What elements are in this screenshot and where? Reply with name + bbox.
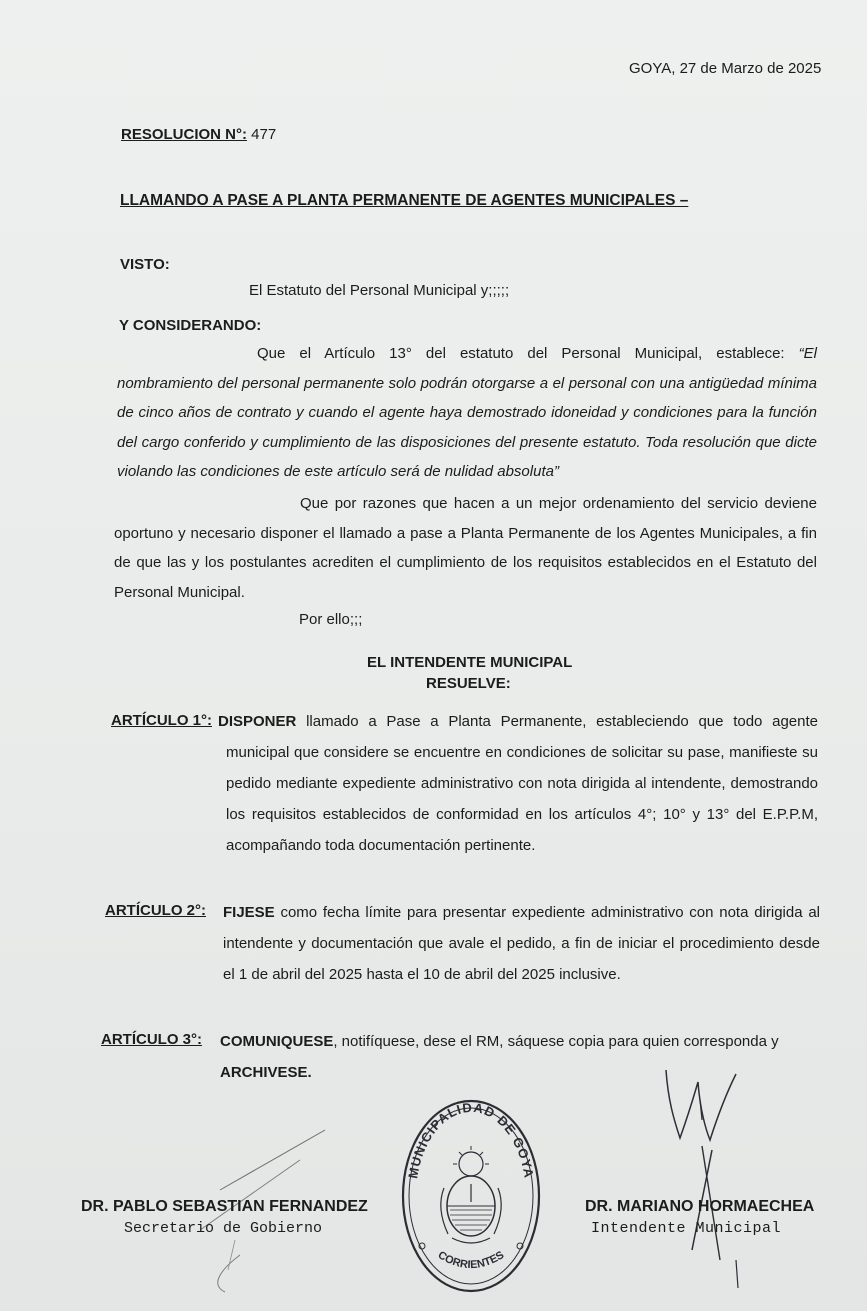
svg-text:MUNICIPALIDAD DE GOYA: MUNICIPALIDAD DE GOYA xyxy=(405,1099,537,1180)
svg-text:CORRIENTES: CORRIENTES xyxy=(435,1249,507,1272)
article-3-keyword: COMUNIQUESE xyxy=(220,1033,334,1050)
considerando-p2-text: Que por razones que hacen a un mejor ordenamiento del servicio deviene oportuno y necesario disponer el llamado a pase a Planta Permanente de los Agentes Municipales, a fin de que las y los postulantes acrediten el cumplimiento de los requisitos establecidos en el Estatuto del Personal Municipal. xyxy=(114,495,817,601)
visto-label: VISTO: xyxy=(120,256,170,273)
right-signer-role: Intendente Municipal xyxy=(591,1220,782,1237)
considerando-paragraph-1 xyxy=(117,339,817,487)
resolution-number: 477 xyxy=(251,126,277,143)
right-signer-name: DR. MARIANO HORMAECHEA xyxy=(585,1198,815,1215)
place-date: GOYA, 27 de Marzo de 2025 xyxy=(629,60,822,77)
considerando-p1-intro: Que el Artículo 13° del estatuto del Personal Municipal, establece: xyxy=(257,345,799,362)
article-3-text: , notifíquese, dese el RM, sáquese copia para quien corresponda y xyxy=(333,1033,779,1050)
considerando-p1-quote: “El nombramiento del personal permanente solo podrán otorgarse a el personal con una antigüedad mínima de cinco años de contrato y cuando el agente haya demostrado idoneidad y condiciones para la función del cargo conferido y cumplimiento de las disposiciones del presente estatuto. Toda resolución que dicte violando las condiciones de este artículo será de nulidad absoluta” xyxy=(117,345,817,480)
document-title: LLAMANDO A PASE A PLANTA PERMANENTE DE AGENTES MUNICIPALES – xyxy=(120,192,689,209)
article-2-label: ARTÍCULO 2°: xyxy=(105,902,206,919)
article-2-body xyxy=(223,897,820,990)
left-signer-role: Secretario de Gobierno xyxy=(124,1220,323,1237)
visto-text: El Estatuto del Personal Municipal y;;;;; xyxy=(249,282,510,299)
considerando-paragraph-2 xyxy=(114,489,817,607)
por-ello: Por ello;;; xyxy=(299,611,363,628)
article-1-keyword: DISPONER xyxy=(218,713,297,730)
authority-heading: EL INTENDENTE MUNICIPAL xyxy=(367,654,573,671)
article-1-text: llamado a Pase a Planta Permanente, estableciendo que todo agente municipal que considere se encuentre en condiciones de solicitar su pase, manifieste su pedido mediante expediente administrativo con nota dirigida al intendente, demostrando los requisitos establecidos de conformidad en los artículos 4°; 10° y 13° del E.P.P.M, acompañando toda documentación pertinente. xyxy=(226,713,818,854)
article-3-label: ARTÍCULO 3°: xyxy=(101,1031,202,1048)
resuelve-heading: RESUELVE: xyxy=(426,675,511,692)
considerando-label: Y CONSIDERANDO: xyxy=(119,317,262,334)
resolution-label: RESOLUCION N°: xyxy=(121,126,247,143)
article-3-keyword-2: ARCHIVESE. xyxy=(220,1064,312,1081)
article-2-keyword: FIJESE xyxy=(223,904,275,921)
right-signature-image xyxy=(640,1060,760,1300)
left-signer-name: DR. PABLO SEBASTIAN FERNANDEZ xyxy=(81,1198,368,1215)
article-1-label: ARTÍCULO 1°: xyxy=(111,712,212,729)
municipal-seal-image xyxy=(400,1098,542,1294)
resolution-number-line xyxy=(121,126,276,143)
article-1-body xyxy=(218,706,818,861)
article-2-text: como fecha límite para presentar expediente administrativo con nota dirigida al intendente y documentación que avale el pedido, a fin de iniciar el procedimiento desde el 1 de abril del 2025 hasta el 10 de abril del 2025 inclusive. xyxy=(223,904,820,983)
